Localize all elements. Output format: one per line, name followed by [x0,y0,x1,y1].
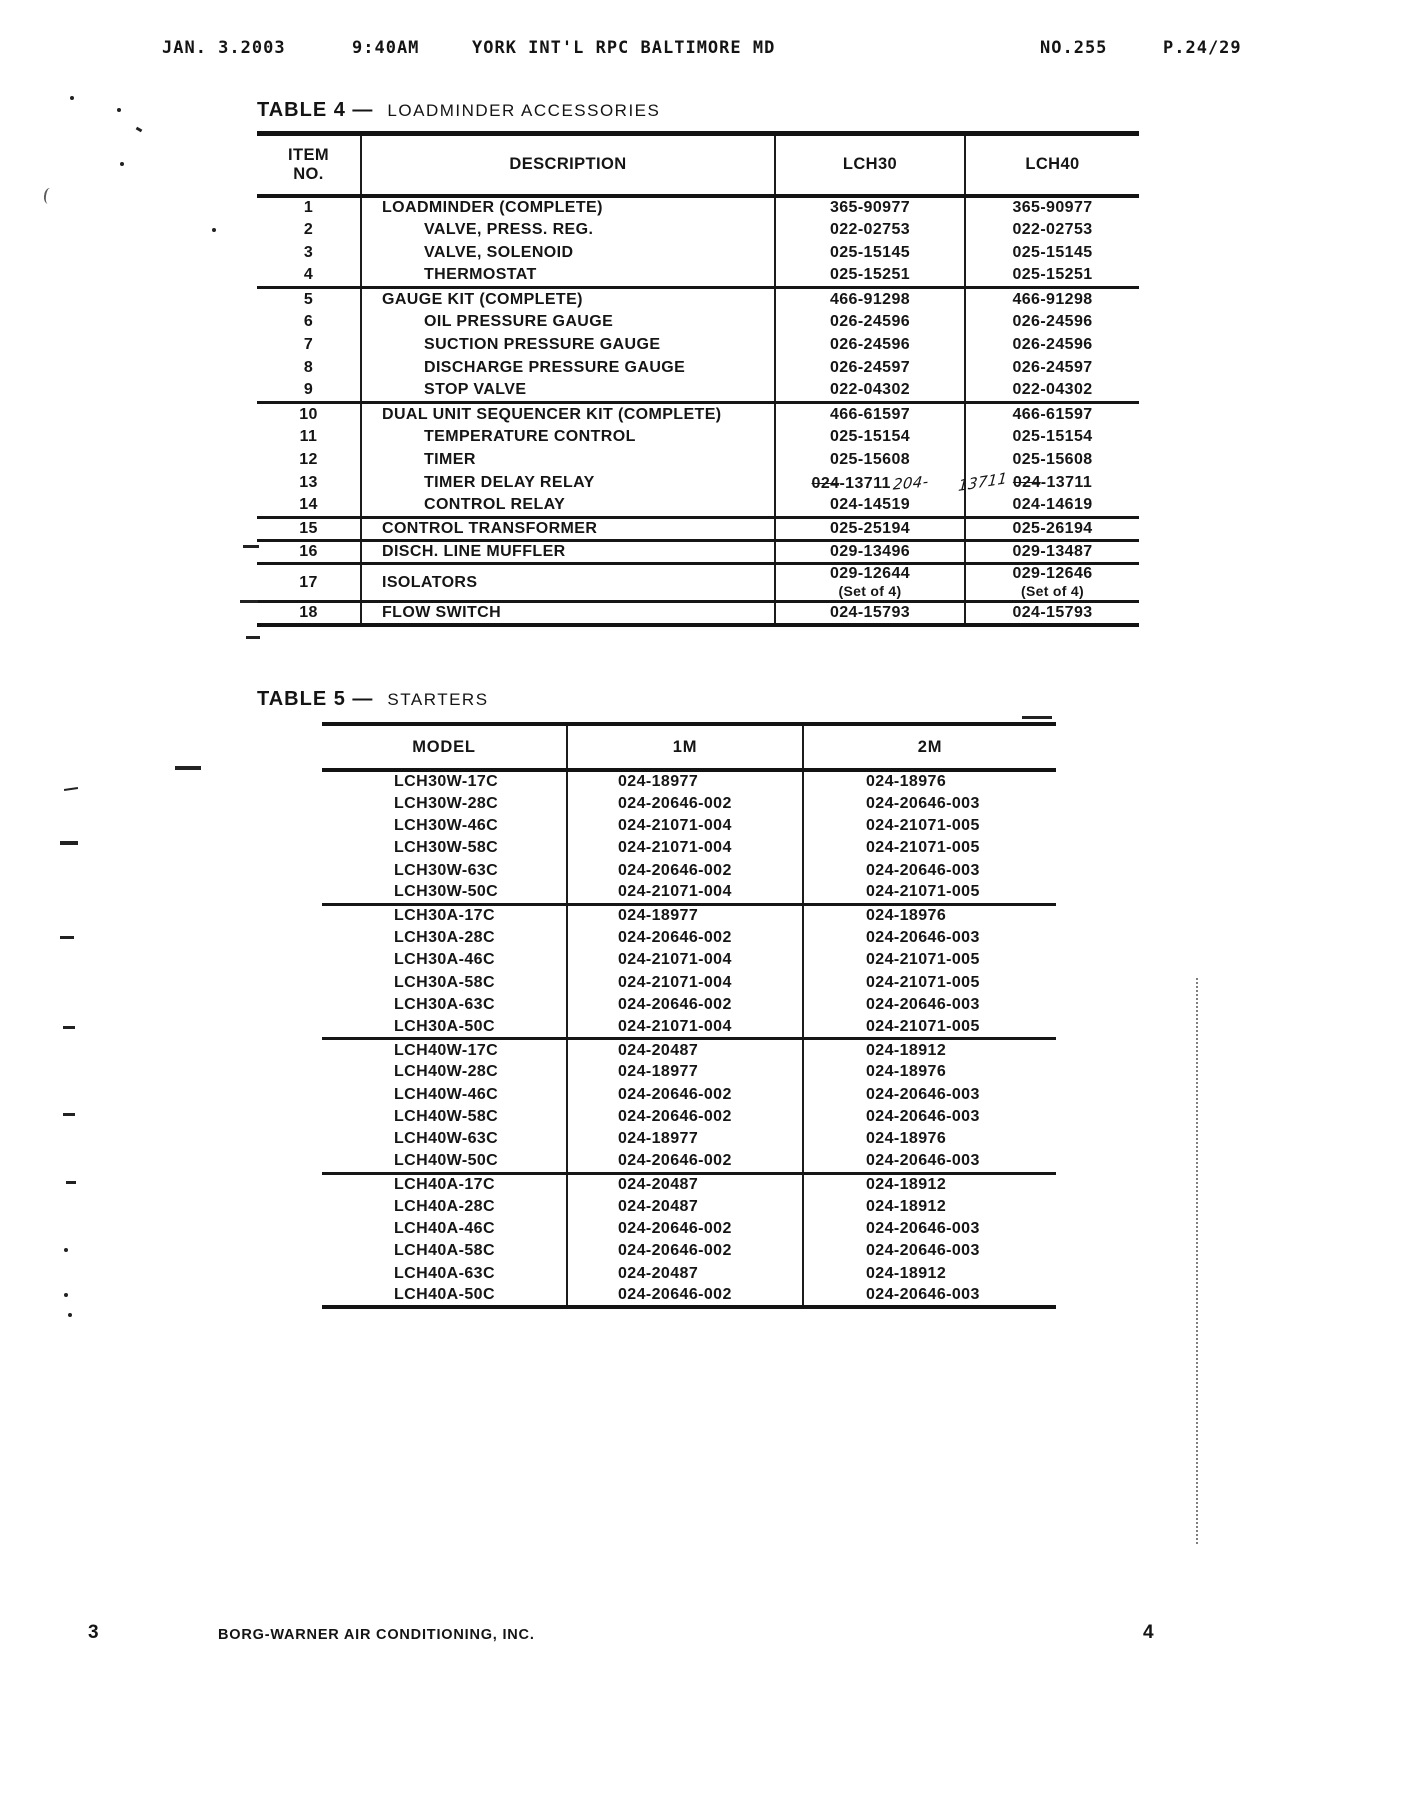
model-cell: LCH40W-28C [322,1061,567,1083]
table-row [322,1195,1056,1217]
lch40-part-cell: 022-04302 [1012,381,1093,399]
description-cell: TIMER [361,449,775,472]
fax-time: 9:40AM [352,38,420,58]
description-cell: CONTROL RELAY [361,495,775,518]
table-row [257,426,1139,449]
table-row [322,1083,1056,1105]
description-cell: CONTROL TRANSFORMER [361,518,775,541]
description-cell: VALVE, SOLENOID [361,242,775,265]
fax-artifact [117,108,121,112]
starter-2m-cell: 024-20646-003 [866,928,980,946]
starter-2m-cell: 024-18976 [866,907,947,925]
fax-artifact [64,1248,68,1252]
starter-2m-cell: 024-18912 [866,1264,947,1282]
model-cell: LCH40W-63C [322,1128,567,1150]
description-cell: STOP VALVE [361,380,775,403]
fax-artifact [60,936,74,939]
starter-2m-cell: 024-20646-003 [866,1242,980,1260]
lch30-part-cell: 365-90977 [775,196,965,219]
table-row [322,815,1056,837]
item-no-cell: 10 [257,403,361,426]
table5-body [322,770,1056,1307]
table-row [257,196,1139,219]
table-row [257,357,1139,380]
table-row [322,1151,1056,1173]
item-no-cell: 18 [257,602,361,625]
fax-artifact [246,636,260,639]
lch40-part-cell: 025-15154 [1012,428,1093,445]
starter-2m-cell: 024-18912 [866,1197,947,1215]
fax-artifact [136,127,143,133]
starter-2m-cell: 024-21071-005 [866,1017,980,1035]
starter-1m-cell: 024-20646-002 [567,1106,803,1128]
starter-1m-cell: 024-20646-002 [567,792,803,814]
handwritten-correction: 13711 [957,468,1009,495]
item-no-cell: 15 [257,518,361,541]
starter-1m-cell: 024-20646-002 [567,1151,803,1173]
item-no-cell: 6 [257,311,361,334]
table-row [257,602,1139,625]
lch30-part-cell: 022-02753 [775,219,965,242]
starter-2m-cell: 024-20646-003 [866,1085,980,1103]
model-cell: LCH30W-63C [322,860,567,882]
table4-title [257,99,660,122]
fax-artifact [66,1181,76,1184]
table-row [257,518,1139,541]
starter-2m-cell: 024-18976 [866,1130,947,1148]
starter-1m-cell: 024-20646-002 [567,994,803,1016]
starter-1m-cell: 024-21071-004 [567,837,803,859]
starter-1m-cell: 024-21071-004 [567,972,803,994]
fax-artifact [64,1293,68,1297]
model-cell: LCH30A-28C [322,927,567,949]
starter-2m-cell: 024-21071-005 [866,839,980,857]
item-no-cell: 5 [257,288,361,311]
lch40-part-cell: 029-13487 [1012,543,1093,560]
table-row [257,311,1139,334]
starter-1m-cell: 024-20646-002 [567,860,803,882]
fax-artifact [240,600,258,603]
description-cell: GAUGE KIT (COMPLETE) [361,288,775,311]
table-row [322,1173,1056,1195]
table-row [322,1039,1056,1061]
starter-1m-cell: 024-20646-002 [567,1218,803,1240]
description-cell: DUAL UNIT SEQUENCER KIT (COMPLETE) [361,403,775,426]
model-cell: LCH40A-46C [322,1218,567,1240]
table-row [257,219,1139,242]
lch40-part-cell: 025-15608 [1012,451,1093,468]
description-cell: TEMPERATURE CONTROL [361,426,775,449]
description-cell: VALVE, PRESS. REG. [361,219,775,242]
item-no-cell: 12 [257,449,361,472]
table4-title-label: TABLE 4 — [257,99,374,121]
table-row [257,564,1139,602]
table4-subtitle: LOADMINDER ACCESSORIES [387,101,661,120]
starter-1m-cell: 024-20487 [567,1039,803,1061]
lch30-part-cell: 025-15145 [775,242,965,265]
model-cell: LCH40W-50C [322,1151,567,1173]
model-cell: LCH30W-46C [322,815,567,837]
starter-2m-cell: 024-20646-003 [866,794,980,812]
table-row [322,770,1056,792]
starter-1m-cell: 024-21071-004 [567,882,803,904]
starter-2m-cell: 024-20646-003 [866,1220,980,1237]
description-cell: ISOLATORS [361,564,775,602]
starter-1m-cell: 024-20487 [567,1263,803,1285]
item-no-cell: 4 [257,265,361,288]
starter-2m-cell: 024-18976 [866,773,947,791]
starter-1m-cell: 024-20487 [567,1173,803,1195]
table-row [322,860,1056,882]
model-cell: LCH40W-17C [322,1039,567,1061]
starter-1m-cell: 024-20646-002 [567,1285,803,1307]
table-row [322,949,1056,971]
fax-artifact [43,187,55,204]
table-row [257,541,1139,564]
lch40-part-cell: 024-14619 [1012,496,1093,514]
lch30-part-cell: 026-24597 [775,357,965,380]
lch40-part-cell: 025-15251 [1012,266,1093,284]
item-no-cell: 8 [257,357,361,380]
item-no-cell: 13 [257,472,361,495]
lch40-part-cell: 466-61597 [1012,405,1093,423]
table4-body [257,196,1139,625]
lch30-part-cell: 022-04302 [775,380,965,403]
table5-title [257,688,489,711]
starter-1m-cell: 024-21071-004 [567,949,803,971]
page-number-left: 3 [88,1622,99,1643]
lch30-part-cell: 026-24596 [775,334,965,357]
table-row [322,1263,1056,1285]
starter-2m-cell: 024-18976 [866,1063,947,1081]
lch40-part-cell: 026-24597 [1012,359,1093,376]
table-row [322,994,1056,1016]
starter-2m-cell: 024-20646-003 [866,996,980,1014]
table-row [257,265,1139,288]
table-row [322,1016,1056,1038]
model-cell: LCH30A-50C [322,1016,567,1038]
starter-2m-cell: 024-20646-003 [866,1286,980,1304]
lch40-part-cell: 022-02753 [1012,221,1093,238]
model-cell: LCH40A-17C [322,1173,567,1195]
model-cell: LCH30W-28C [322,792,567,814]
description-cell: TIMER DELAY RELAY [361,472,775,495]
model-cell: LCH30A-58C [322,972,567,994]
col-header-lch30: LCH30 [775,134,965,196]
table-row [257,495,1139,518]
fax-date: JAN. 3.2003 [162,38,286,58]
description-cell: DISCHARGE PRESSURE GAUGE [361,357,775,380]
lch40-part-cell: 466-91298 [1012,290,1093,308]
starter-1m-cell: 024-20646-002 [567,1240,803,1262]
lch30-part-cell: 029-13496 [775,541,965,564]
table5-subtitle: STARTERS [387,690,489,709]
model-cell: LCH30W-17C [322,770,567,792]
lch30-part-cell: 026-24596 [775,311,965,334]
lch40-part-cell: 024-15793 [1012,603,1093,621]
table-row [257,380,1139,403]
starter-2m-cell: 024-18912 [866,1175,947,1193]
starter-1m-cell: 024-18977 [567,1128,803,1150]
col-header-description: DESCRIPTION [361,134,775,196]
lch30-part-cell: 024-14519 [775,495,965,518]
fax-artifact [175,766,201,770]
lch30-part-cell: 466-61597 [775,403,965,426]
table-row [257,242,1139,265]
model-cell: LCH40W-46C [322,1083,567,1105]
table-row [257,403,1139,426]
lch40-part-cell: 025-15145 [1012,244,1093,261]
model-cell: LCH40A-58C [322,1240,567,1262]
handwritten-correction: 204- [892,471,930,494]
table-row [257,334,1139,357]
table5-header-row [322,724,1056,770]
table-row [322,1128,1056,1150]
starter-1m-cell: 024-18977 [567,904,803,926]
loadminder-accessories-table [257,131,1139,627]
fax-page-count: P.24/29 [1163,38,1242,58]
fax-artifact [1022,716,1052,719]
lch40-part-cell: 026-24596 [1012,336,1093,353]
item-no-cell: 2 [257,219,361,242]
table-row [322,792,1056,814]
model-cell: LCH30W-58C [322,837,567,859]
table-row [257,472,1139,495]
page-number-right: 4 [1143,1622,1154,1643]
item-no-cell: 1 [257,196,361,219]
model-cell: LCH30W-50C [322,882,567,904]
lch30-part-cell: 466-91298 [775,288,965,311]
item-no-cell: 3 [257,242,361,265]
description-cell: FLOW SWITCH [361,602,775,625]
model-cell: LCH30A-63C [322,994,567,1016]
lch30-part-cell: 024-15793 [775,602,965,625]
fax-artifact [63,1026,75,1029]
description-cell: DISCH. LINE MUFFLER [361,541,775,564]
model-cell: LCH40A-63C [322,1263,567,1285]
table-row [322,1061,1056,1083]
fax-artifact [120,162,124,166]
item-no-cell: 14 [257,495,361,518]
fax-artifact [68,1313,72,1317]
item-no-cell: 16 [257,541,361,564]
starter-1m-cell: 024-21071-004 [567,1016,803,1038]
starters-table [322,722,1056,1309]
starter-2m-cell: 024-21071-005 [866,951,980,969]
fax-artifact [212,228,216,232]
table-row [322,1285,1056,1307]
lch40-part-cell: 025-26194 [1012,520,1093,537]
col-header-2m: 2M [917,737,943,756]
model-cell: LCH40W-58C [322,1106,567,1128]
starter-2m-cell: 024-20646-003 [866,1152,980,1170]
starter-1m-cell: 024-20487 [567,1195,803,1217]
starter-2m-cell: 024-18912 [866,1041,947,1059]
lch40-part-cell: 026-24596 [1012,313,1093,330]
starter-2m-cell: 024-20646-003 [866,861,980,879]
lch40-part-cell: 029-12646 (Set of 4) [1012,565,1093,599]
starter-1m-cell: 024-20646-002 [567,927,803,949]
table-row [322,972,1056,994]
table-row [322,904,1056,926]
description-cell: OIL PRESSURE GAUGE [361,311,775,334]
col-header-item-no: ITEM NO. [257,134,361,196]
table-row [257,288,1139,311]
lch30-part-cell: 025-15251 [775,265,965,288]
fax-artifact-scan-line [1196,978,1198,1544]
starter-2m-cell: 024-20646-003 [866,1108,980,1126]
model-cell: LCH30A-46C [322,949,567,971]
table4-header-row [257,134,1139,196]
company-footer: BORG-WARNER AIR CONDITIONING, INC. [218,1627,535,1643]
description-cell: LOADMINDER (COMPLETE) [361,196,775,219]
table-row [322,1106,1056,1128]
fax-number: NO.255 [1040,38,1108,58]
starter-2m-cell: 024-21071-005 [866,816,980,834]
fax-artifact [60,841,78,845]
fax-artifact [70,96,74,100]
fax-sender: YORK INT'L RPC BALTIMORE MD [472,38,776,58]
table-row [322,927,1056,949]
table-row [322,882,1056,904]
starter-2m-cell: 024-21071-005 [866,883,980,901]
item-no-cell: 17 [257,564,361,602]
description-cell: THERMOSTAT [361,265,775,288]
fax-artifact [243,545,259,548]
lch30-part-cell: 025-15154 [775,426,965,449]
item-no-cell: 7 [257,334,361,357]
starter-1m-cell: 024-20646-002 [567,1083,803,1105]
fax-artifact [64,787,78,791]
model-cell: LCH30A-17C [322,904,567,926]
model-cell: LCH40A-28C [322,1195,567,1217]
col-header-1m: 1M [567,724,803,770]
table5-title-label: TABLE 5 — [257,688,374,710]
col-header-lch40: LCH40 [1025,155,1080,174]
table-row [322,1218,1056,1240]
starter-1m-cell: 024-21071-004 [567,815,803,837]
table-row [322,1240,1056,1262]
starter-1m-cell: 024-18977 [567,770,803,792]
item-no-cell: 9 [257,380,361,403]
lch40-part-cell: 365-90977 [1012,199,1093,216]
lch30-part-cell: 025-15608 [775,449,965,472]
lch30-part-cell: 029-12644 (Set of 4) [775,564,965,602]
table-row [322,837,1056,859]
starter-1m-cell: 024-18977 [567,1061,803,1083]
lch40-part-cell: 024-13711 [1012,474,1093,491]
col-header-model: MODEL [322,724,567,770]
item-no-cell: 11 [257,426,361,449]
lch30-part-cell: 025-25194 [775,518,965,541]
model-cell: LCH40A-50C [322,1285,567,1307]
lch30-part-cell: 024-13711204- 13711 [775,472,965,495]
fax-artifact [63,1113,75,1116]
description-cell: SUCTION PRESSURE GAUGE [361,334,775,357]
starter-2m-cell: 024-21071-005 [866,973,980,991]
